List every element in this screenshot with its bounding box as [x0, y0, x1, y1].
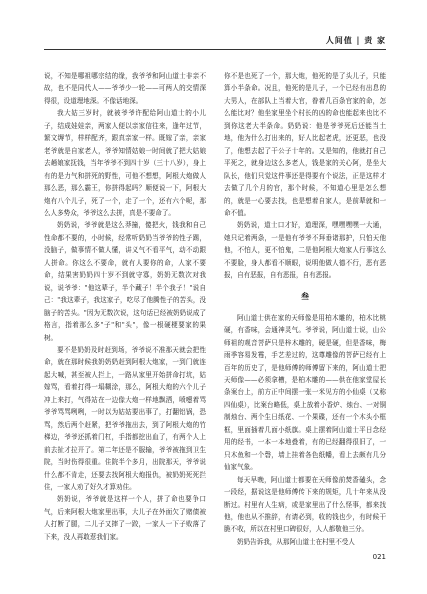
paragraph: 奶奶说，道士口才好，道理深，嘿嘿嘿嘿一大通，她只记着两条，一是他有爷爷不拜垂诸那护，只怕天他他，不怕人，更不怕鬼，二是他阿根大炮家人行事这么不要脸，身人都看不顺眼，说明他做人德不行，恶有恶报，自有恶报，自有恶报，自有恶报。	[224, 221, 386, 280]
paragraph: 每天早晚，阿山道士都要在天师像前焚香磕头，念一段经，据说这是他师傅传下来的规矩，几十年来从没断过。村里有人生病，或是家里出了什么怪事，都来找他，他也从不推辞，有请必到，收的钱也少，有时候干脆不收，所以在村里口碑很好，人人都敬他三分。	[224, 475, 386, 534]
paragraph: 奶奶说，爷爷就是这么莽撞，傻把火，钱我和自己性命都不要的，小时候，经常听奶奶当爷爷的性子踢，没脑子，做事情不做人懂，讲义气不看平气，动不动跟人拼命。你这么不要命，就有人要你的命，人家不要命，结果害奶奶四十岁不到就守寡，奶奶无数次对我说，说爷爷："他这辈子，半个藏子！半个我子！"说自己："我这辈子，我这家子，吃尽了他腾性子的苦头，没脑子的苦头。"因为无数次说，这句话已经被奶奶说成了格言，指着那么多"子"和"头"，像一根硬梗要家的果树。	[44, 221, 206, 342]
paragraph: 你不是也死了一个，那大炮，他死的是了头儿子，只能算小半条命。况且，他死的是儿子，一个已经有出息的大男人，在部队上当着大官，眷着几百条官家的命，怎么能比对？他坐家里坐个村长的凶的命也能起来也比不到你这老大半条命。奶奶说：他是爷爷死后还能当土地，他为什么打出来的，好人比起老虎，还更恶，也没了，他想去起了干公子十年的。又是知的，他就打自己平死之，就身边这么多老人，钱是家的关心阿，是坐大队长，他们只觉这件事还是得要有个说法，正是这样才去做了几个月的官，那个时候，不知道心里是怎么想的，就是一心要去找，也是想着自家人，是前辈就和一命不值。	[224, 72, 386, 217]
paragraph: 要不是奶奶及时赶到场，爷爷说不准那天就会把性命，就在那时候我奶奶奶赶到阿根大炮家，一到门就连起大喊，甚至被人拦上，一路从家里开始拼命打坑，姑嫁骂，看着打得一塌糊涂，那么，阿根大炮的六个儿子冲上来打，气得站在一边像大炮一样地飘洒，喷嚏着骂爷爷骂骂咧咧，一时以为姑姑要出事了，打翻铝锅，恐骂，然后两个赶紧，把爷爷拖出去，到了阿根大炮的竹梯边，爷爷还抓着门杠，手指都挖出血了，有两个人上前去扯才拉开了。第二年还是不服输，爷爷被拖到卫生院，当时伤得很重。住院半个多月，出院那天，爷爷说什么都不肯走，还要去找阿根大炮报仇，被奶奶死死拦住，一家人劝了好久才算劝住。	[44, 345, 206, 491]
right-column	[224, 70, 386, 546]
running-title: 人间值 | 责 家	[325, 35, 386, 45]
left-column	[44, 70, 206, 543]
paragraph: 说，不知是哪祖哪宗结的缘，我爷爷和阿山道士非亲不故，也不是同代人——爷爷少一轮——可两人的交情深得很，设道理地深。不像话地深。	[44, 72, 206, 105]
paragraph: 奶奶告诉我，从那阿山道士在村里不受人	[237, 537, 355, 546]
section-number: 叁	[301, 290, 309, 301]
running-header	[44, 35, 386, 50]
paragraph: 阿山道士供在家的天师像是用柏木雕的，柏木比桃硬，有香味，会通神灵气。爷爷说，阿山道士说，山公师祖的观音菩萨只是梓木雕的，硬是硬，但是香味，梅雨季容易发霉，手艺差过的，这尊雕像的菩萨已经有上百年的历史了，是他师傅的师傅留下来的，阿山道士把天师像——必须拿槽，是柏木雕的——供在他家堂屋长条案台上，前方正中间摆一张一米见方的小仙桌（又称四仙桌），比案台略低，桌上放着小香炉、烛台、一对铜制烛台、两个生日纸花、一个果碟，还有一个木头小框框，里面插着几面小纸旗。桌上摆着阿山道士平日念经用的经书，一本一本地叠着，有的已经翻得很旧了，一只木鱼和一个磬，墙上挂着各色纸幡，看上去颇有几分仙家气象。	[224, 313, 386, 472]
page-number: 021	[372, 553, 386, 561]
paragraph: 我大姑三岁时，就被爷爷许配给阿山道士的小儿子，结成娃娃亲，两家人便以亲家信往来，逢年过节，繁文缛节，样样配齐，跟真亲家一样。既嫁了亲，亲家老爷就是自家老人，爷爷知情姑娘一时间就了把大姑娘去趟娘家抚钱，当年爷爷不到四十岁（三十八岁），身上有的是力气和拼死的野性，可他不想想，阿根大炮做人那么恶，那么霸王，你拼得起吗？顺便说一下，阿根大炮有八个儿子，死了一个，走了一个，还有六个呢，那么人多势众，爷爷这么去拼，真是不要命了。	[44, 109, 206, 217]
paragraph: 奶奶说，爷爷就是这样一个人，拼了命也要争口气，后来阿根大炮家里出事，大儿子在外面欠了赌债被人打断了腿，二儿子又摔了一跤，一家人一下子败落了下来，没人再敢惹我们家。	[44, 495, 206, 541]
